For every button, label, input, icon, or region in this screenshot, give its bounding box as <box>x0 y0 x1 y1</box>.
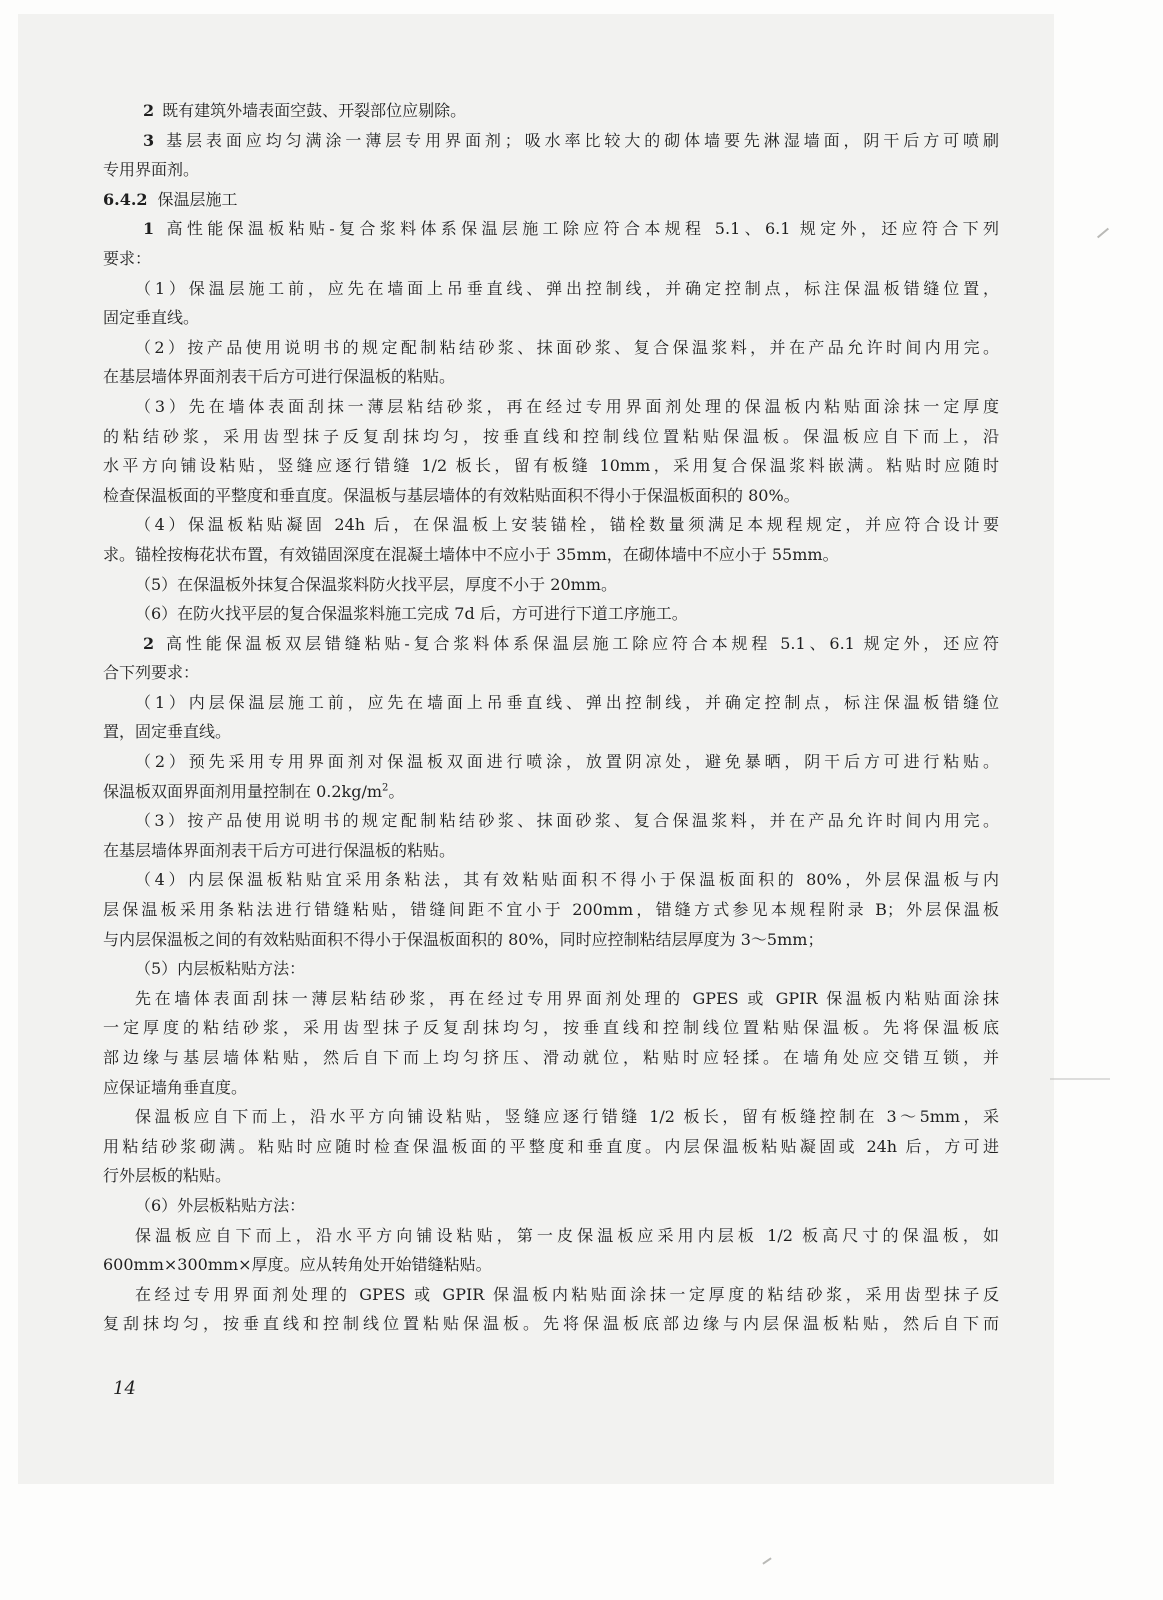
line-text: 置，固定垂直线。 <box>103 722 232 742</box>
text-line <box>103 570 999 600</box>
text-line <box>103 96 999 126</box>
text-line <box>103 1280 999 1310</box>
text-line <box>103 244 999 274</box>
line-text: （5）内层板粘贴方法： <box>135 959 306 979</box>
section-heading <box>103 185 999 215</box>
line-text: 合下列要求： <box>103 663 200 683</box>
line-text: 复刮抹均匀，按垂直线和控制线位置粘贴保温板。先将保温板底部边缘与内层保温板粘贴，然后自下而 <box>103 1314 999 1334</box>
line-text: 在经过专用界面剂处理的 GPES 或 GPIR 保温板内粘贴面涂抹一定厚度的粘结砂浆，采用齿型抹子反 <box>135 1284 999 1304</box>
line-text: （3）按产品使用说明书的规定配制粘结砂浆、抹面砂浆、复合保温浆料，并在产品允许时间内用完。 <box>135 811 999 831</box>
text-line <box>103 688 999 718</box>
text-line <box>103 126 999 156</box>
line-text: 专用界面剂。 <box>103 160 200 180</box>
text-line <box>103 777 999 807</box>
text-line <box>103 274 999 304</box>
line-text: 600mm×300mm×厚度。应从转角处开始错缝粘贴。 <box>103 1255 492 1275</box>
text-line <box>103 925 999 955</box>
text-line <box>103 1132 999 1162</box>
text-line <box>103 1309 999 1339</box>
line-text: 行外层板的粘贴。 <box>103 1166 232 1186</box>
line-text: 的粘结砂浆，采用齿型抹子反复刮抹均匀，按垂直线和控制线位置粘贴保温板。保温板应自下而上，沿 <box>103 426 999 446</box>
text-line <box>103 1191 999 1221</box>
line-text: （4）保温板粘贴凝固 24h 后，在保温板上安装锚栓，锚栓数量须满足本规程规定，并应符合设计要 <box>135 515 999 535</box>
line-text: 保温板应自下而上，沿水平方向铺设粘贴，第一皮保温板应采用内层板 1/2 板高尺寸的保温板，如 <box>135 1225 999 1245</box>
line-text: （6）外层板粘贴方法： <box>135 1195 306 1215</box>
document-body <box>103 96 999 1339</box>
text-line <box>103 540 999 570</box>
text-line <box>103 717 999 747</box>
text-line <box>103 836 999 866</box>
text-line <box>103 1102 999 1132</box>
text-line <box>103 865 999 895</box>
line-text: （2）按产品使用说明书的规定配制粘结砂浆、抹面砂浆、复合保温浆料，并在产品允许时间内用完。 <box>135 337 999 357</box>
text-line <box>103 214 999 244</box>
text-line <box>103 510 999 540</box>
scan-mark <box>1050 1078 1110 1080</box>
clause-number: 2 <box>143 633 155 653</box>
line-text: 用粘结砂浆砌满。粘贴时应随时检查保温板面的平整度和垂直度。内层保温板粘贴凝固或 24h 后，方可进 <box>103 1136 999 1156</box>
line-text: 在基层墙体界面剂表干后方可进行保温板的粘贴。 <box>103 367 456 387</box>
line-text: 基层表面应均匀满涂一薄层专用界面剂；吸水率比较大的砌体墙要先淋湿墙面，阴干后方可喷刷 <box>162 130 999 150</box>
text-line <box>103 392 999 422</box>
clause-number: 3 <box>143 130 155 150</box>
text-line <box>103 362 999 392</box>
text-line <box>103 333 999 363</box>
line-text: 高性能保温板双层错缝粘贴-复合浆料体系保温层施工除应符合本规程 5.1、6.1 规定外，还应符 <box>162 633 999 653</box>
text-line <box>103 984 999 1014</box>
text-line <box>103 451 999 481</box>
text-line <box>103 806 999 836</box>
line-text: 既有建筑外墙表面空鼓、开裂部位应剔除。 <box>162 101 467 120</box>
line-text: 在基层墙体界面剂表干后方可进行保温板的粘贴。 <box>103 840 456 860</box>
line-text: （5）在保温板外抹复合保温浆料防火找平层，厚度不小于 20mm。 <box>135 574 617 594</box>
line-text: 要求： <box>103 248 152 268</box>
text-line <box>103 658 999 688</box>
text-line <box>103 1250 999 1280</box>
superscript: 2 <box>382 782 389 794</box>
line-text: （3）先在墙体表面刮抹一薄层粘结砂浆，再在经过专用界面剂处理的保温板内粘贴面涂抹一定厚度 <box>135 396 999 416</box>
scan-speck <box>1097 228 1109 239</box>
clause-number: 2 <box>143 101 155 120</box>
line-text: （1）保温层施工前，应先在墙面上吊垂直线、弹出控制线，并确定控制点，标注保温板错缝位置， <box>135 278 999 298</box>
text-line <box>103 422 999 452</box>
line-text: 保温板双面界面剂用量控制在 0.2kg/m <box>103 781 383 801</box>
text-line <box>103 954 999 984</box>
text-line <box>103 895 999 925</box>
line-text: （4）内层保温板粘贴宜采用条粘法，其有效粘贴面积不得小于保温板面积的 80%，外层保温板与内 <box>135 870 999 890</box>
line-text: 层保温板采用条粘法进行错缝粘贴，错缝间距不宜小于 200mm，错缝方式参见本规程附录 B；外层保温板 <box>103 900 999 920</box>
text-line <box>103 1013 999 1043</box>
scan-speck <box>762 1557 771 1564</box>
text-line <box>103 629 999 659</box>
text-line <box>103 599 999 629</box>
text-line <box>103 155 999 185</box>
line-text: 检查保温板面的平整度和垂直度。保温板与基层墙体的有效粘贴面积不得小于保温板面积的 80%。 <box>103 485 800 505</box>
line-text: 应保证墙角垂直度。 <box>103 1077 248 1097</box>
line-text: 与内层保温板之间的有效粘贴面积不得小于保温板面积的 80%，同时应控制粘结层厚度为 3～5mm； <box>103 929 824 949</box>
text-line <box>103 1161 999 1191</box>
text-line <box>103 481 999 511</box>
line-text: 部边缘与基层墙体粘贴，然后自下而上均匀挤压、滑动就位，粘贴时应轻揉。在墙角处应交错互锁，并 <box>103 1048 999 1067</box>
text-line <box>103 747 999 777</box>
line-text: （1）内层保温层施工前，应先在墙面上吊垂直线、弹出控制线，并确定控制点，标注保温板错缝位 <box>135 692 999 712</box>
text-line <box>103 1043 999 1073</box>
line-text: 保温板应自下而上，沿水平方向铺设粘贴，竖缝应逐行错缝 1/2 板长，留有板缝控制在 3～5mm，采 <box>135 1107 999 1127</box>
clause-number: 1 <box>143 219 155 239</box>
page-number: 14 <box>113 1378 136 1399</box>
line-text: 固定垂直线。 <box>103 308 200 328</box>
line-text: 求。锚栓按梅花状布置，有效锚固深度在混凝土墙体中不应小于 35mm，在砌体墙中不应小于 55mm。 <box>103 544 839 564</box>
line-text: （2）预先采用专用界面剂对保温板双面进行喷涂，放置阴凉处，避免暴晒，阴干后方可进行粘贴。 <box>135 752 999 772</box>
line-text: （6）在防火找平层的复合保温浆料施工完成 7d 后，方可进行下道工序施工。 <box>135 604 688 624</box>
line-text: 先在墙体表面刮抹一薄层粘结砂浆，再在经过专用界面剂处理的 GPES 或 GPIR 保温板内粘贴面涂抹 <box>135 988 999 1008</box>
line-text: 保温层施工 <box>157 189 238 209</box>
text-line <box>103 1073 999 1103</box>
text-line <box>103 1221 999 1251</box>
line-text: 高性能保温板粘贴-复合浆料体系保温层施工除应符合本规程 5.1、6.1 规定外，还应符合下列 <box>162 219 999 239</box>
text-line <box>103 303 999 333</box>
clause-number: 6.4.2 <box>103 189 148 209</box>
line-text: 水平方向铺设粘贴，竖缝应逐行错缝 1/2 板长，留有板缝 10mm，采用复合保温浆料嵌满。粘贴时应随时 <box>103 456 999 476</box>
line-text: 一定厚度的粘结砂浆，采用齿型抹子反复刮抹均匀，按垂直线和控制线位置粘贴保温板。先将保温板底 <box>103 1018 999 1038</box>
line-tail: 。 <box>388 781 405 801</box>
